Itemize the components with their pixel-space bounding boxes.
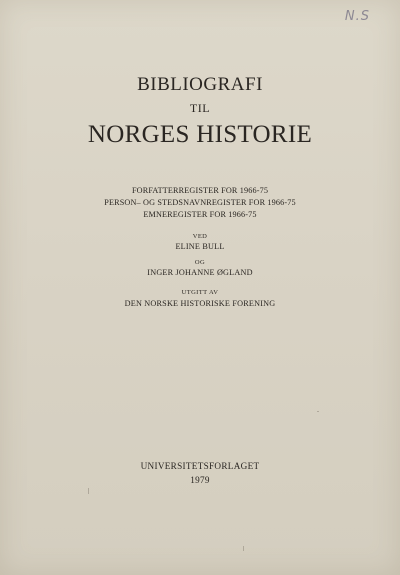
credit-utgitt-av: UTGITT AV xyxy=(181,289,219,296)
paper-speck xyxy=(88,488,89,494)
author-eline-bull: ELINE BULL xyxy=(175,242,225,251)
publisher-name: UNIVERSITETSFORLAGET xyxy=(140,461,260,471)
author-inger-johanne-ogland: INGER JOHANNE ØGLAND xyxy=(147,268,253,277)
publication-year: 1979 xyxy=(190,475,210,485)
credit-ved: VED xyxy=(192,233,208,240)
paper-speck xyxy=(243,546,244,551)
organization-name: DEN NORSKE HISTORISKE FORENING xyxy=(124,299,276,308)
handwritten-annotation: N.S xyxy=(344,9,370,24)
register-line-person-place: PERSON– OG STEDSNAVNREGISTER FOR 1966-75 xyxy=(104,198,296,207)
title-line-bibliografi: BIBLIOGRAFI xyxy=(137,74,263,95)
register-line-author: FORFATTERREGISTER FOR 1966-75 xyxy=(131,186,269,195)
title-line-til: TIL xyxy=(189,101,211,115)
title-line-norges-historie: NORGES HISTORIE xyxy=(87,121,313,148)
credit-og: OG xyxy=(194,259,206,266)
paper-speck xyxy=(317,411,319,412)
register-line-subject: EMNEREGISTER FOR 1966-75 xyxy=(143,210,257,219)
